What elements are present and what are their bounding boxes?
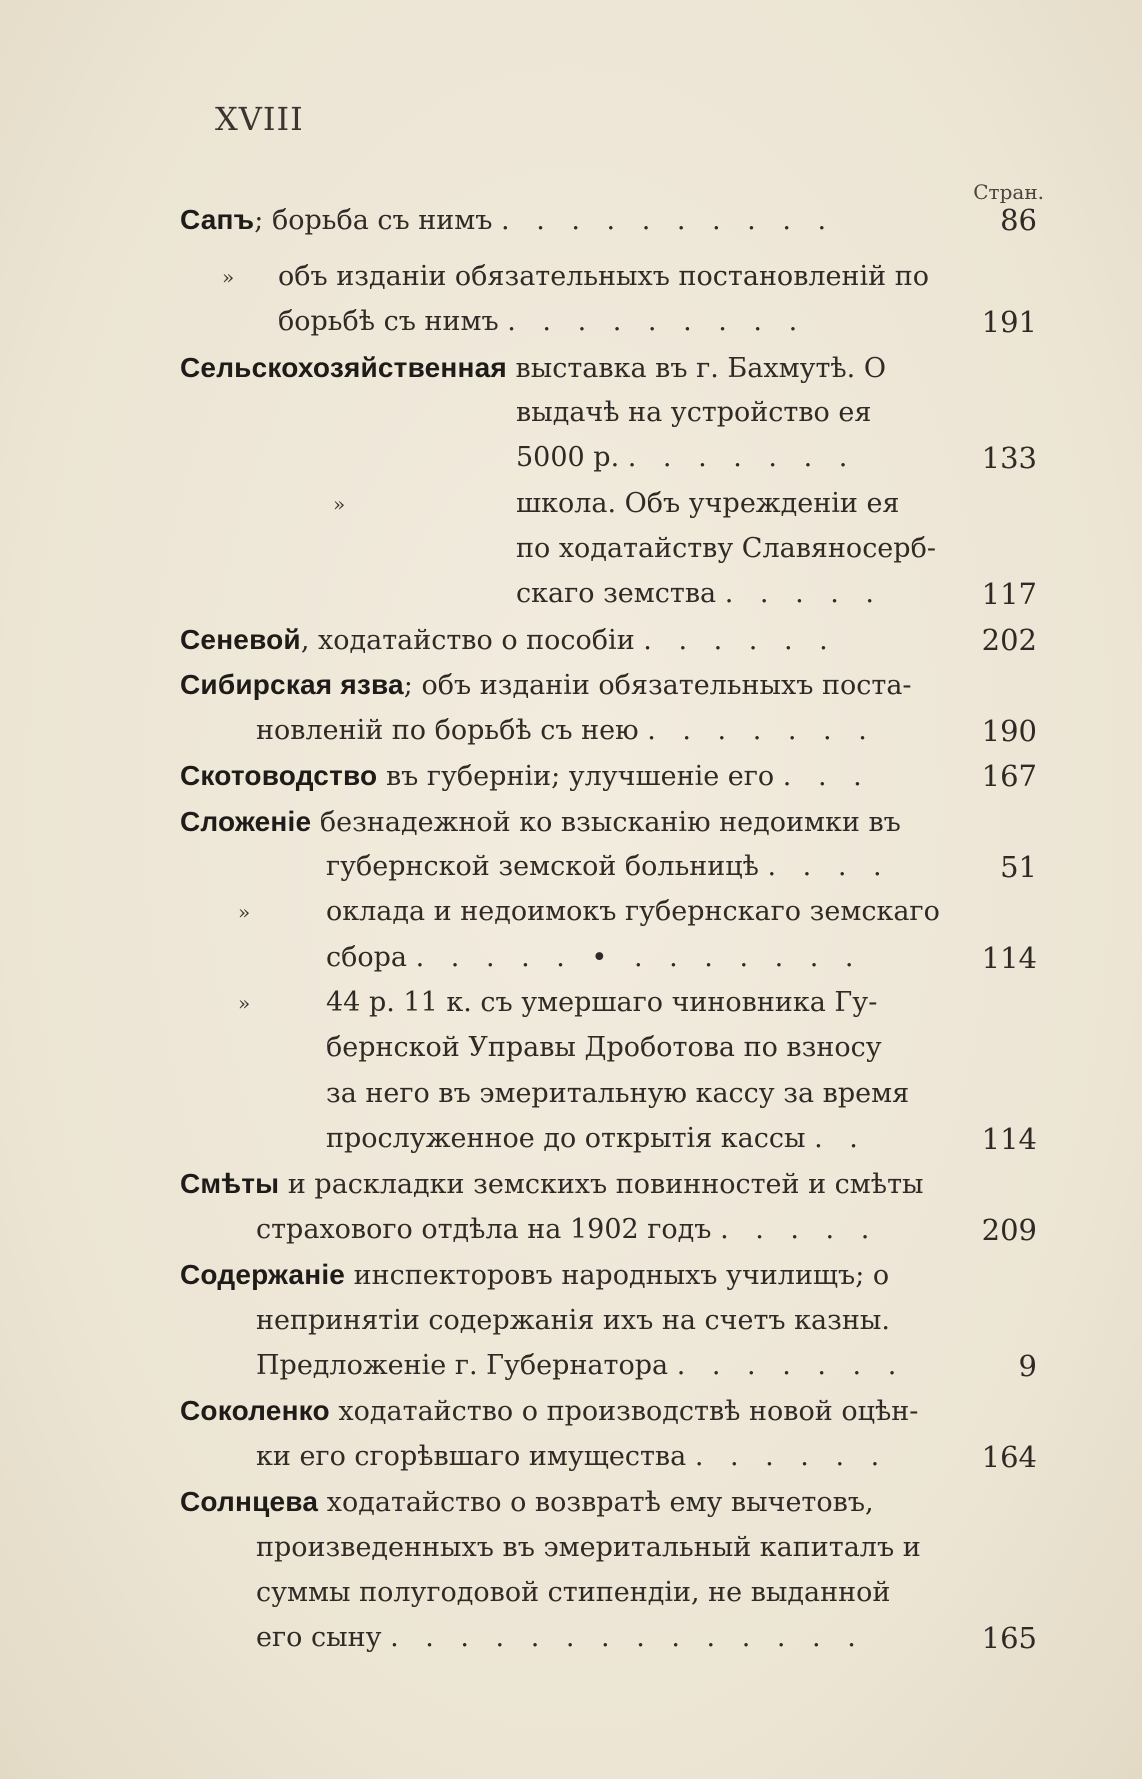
entry-text: сбора <box>326 942 408 973</box>
leader-dots: . . . . . . <box>694 1441 889 1472</box>
page-reference: 117 <box>981 577 1037 611</box>
index-entry-line <box>256 1571 890 1615</box>
index-entry-line <box>256 1344 905 1388</box>
index-entry-line <box>256 1616 865 1660</box>
entry-text: инспекторовъ народныхъ училищъ; о <box>353 1260 890 1291</box>
index-entry-line <box>326 981 877 1025</box>
index-entry-line <box>278 300 806 344</box>
entry-text: въ губерніи; улучшеніе его <box>385 761 775 792</box>
index-entry-line <box>180 1253 889 1297</box>
entry-text: ходатайство о возвратѣ ему вычетовъ, <box>326 1487 874 1518</box>
entry-text: новленій по борьбѣ съ нею <box>256 715 639 746</box>
leader-dots: . . . . . • . . . . . . . <box>415 942 863 973</box>
index-entry-line <box>180 754 871 798</box>
entry-text: ; объ изданіи обязательныхъ поста- <box>403 670 912 701</box>
entry-headword: Сапъ <box>180 204 255 235</box>
ditto-mark: » <box>238 991 251 1015</box>
index-entry-line <box>516 391 871 435</box>
page-reference: 190 <box>981 714 1037 748</box>
ditto-mark: » <box>238 900 251 924</box>
entry-text: страхового отдѣла на 1902 годъ <box>256 1214 712 1245</box>
entry-headword: Смѣты <box>180 1168 280 1199</box>
leader-dots: . . . . . . . <box>627 442 857 473</box>
entry-headword: Сеневой <box>180 624 301 655</box>
index-entry-line <box>326 1117 867 1161</box>
entry-text: выставка въ г. Бахмутѣ. О <box>515 353 886 384</box>
index-entry-line <box>256 1208 878 1252</box>
index-entry-line <box>278 255 928 299</box>
leader-dots: . . . . . . . <box>647 715 876 746</box>
index-entry-line <box>180 1480 874 1524</box>
index-entry-line <box>516 482 899 526</box>
entry-text: 44 р. 11 к. съ умершаго чиновника Гу- <box>326 987 878 1018</box>
page-reference: 167 <box>981 759 1037 793</box>
entry-text: борьбѣ съ нимъ <box>278 306 499 337</box>
index-entry-line <box>326 1072 909 1116</box>
index-entry-line <box>180 1162 924 1206</box>
page-reference: 209 <box>981 1213 1037 1247</box>
entry-text: ; борьба съ нимъ <box>254 205 493 236</box>
page-reference: 164 <box>981 1440 1037 1474</box>
index-entry-line <box>180 346 886 390</box>
index-entry-line <box>180 618 837 662</box>
entry-text: его сыну <box>256 1622 382 1653</box>
page-number: XVIII <box>215 100 304 138</box>
entry-text: произведенныхъ въ эмеритальный капиталъ и <box>256 1532 921 1563</box>
index-entry-line <box>180 198 835 242</box>
page-reference: 9 <box>1018 1349 1037 1383</box>
leader-dots: . . . . . <box>724 578 883 609</box>
entry-headword: Сельскохозяйственная <box>180 352 507 383</box>
index-entry-line <box>180 1389 918 1433</box>
entry-text: ходатайство о производствѣ новой оцѣн- <box>338 1396 919 1427</box>
index-entry-line <box>180 663 912 707</box>
page-reference: 51 <box>1000 850 1037 884</box>
index-entry-line <box>326 845 891 889</box>
leader-dots: . . . . . . . <box>676 1350 906 1381</box>
entry-headword: Сложеніе <box>180 806 312 837</box>
entry-headword: Сибирская язва <box>180 669 404 700</box>
index-entry-line <box>256 1299 890 1343</box>
entry-text: скаго земства <box>516 578 717 609</box>
entry-text: губернской земской больницѣ <box>326 851 759 882</box>
leader-dots: . . . . . . <box>643 625 837 656</box>
page-reference: 114 <box>981 1122 1037 1156</box>
leader-dots: . . . . . . . . . <box>507 306 807 337</box>
leader-dots: . . . . . <box>720 1214 879 1245</box>
index-entry-line <box>326 936 863 980</box>
index-entry-line <box>256 1435 888 1479</box>
entry-headword: Солнцева <box>180 1486 319 1517</box>
entry-text: за него въ эмеритальную кассу за время <box>326 1078 910 1109</box>
leader-dots: . . . . . . . . . . . . . . <box>390 1622 865 1653</box>
entry-text: выдачѣ на устройство ея <box>516 397 872 428</box>
entry-text: и раскладки земскихъ повинностей и смѣты <box>287 1169 924 1200</box>
entry-text: объ изданіи обязательныхъ постановленій по <box>278 261 929 292</box>
entry-headword: Содержаніе <box>180 1259 346 1290</box>
index-entry-line <box>516 572 883 616</box>
entry-headword: Скотоводство <box>180 760 378 791</box>
index-entry-line <box>180 800 901 844</box>
page-reference: 191 <box>981 305 1037 339</box>
entry-text: школа. Объ учрежденіи ея <box>516 488 900 519</box>
page-reference: 86 <box>1000 203 1037 237</box>
ditto-mark: » <box>333 492 346 516</box>
page-reference: 165 <box>981 1621 1037 1655</box>
index-entry-line <box>256 1526 921 1570</box>
page-reference: 202 <box>981 623 1037 657</box>
leader-dots: . . . . <box>767 851 891 882</box>
entry-text: непринятіи содержанія ихъ на счетъ казны. <box>256 1305 890 1336</box>
leader-dots: . . . . . . . . . . <box>501 205 836 236</box>
entry-text: прослуженное до открытія кассы <box>326 1123 806 1154</box>
entry-text: бернской Управы Дроботова по взносу <box>326 1032 882 1063</box>
entry-headword: Соколенко <box>180 1395 330 1426</box>
ditto-mark: » <box>222 265 235 289</box>
entry-text: безнадежной ко взысканію недоимки въ <box>319 807 901 838</box>
entry-text: суммы полугодовой стипендіи, не выданной <box>256 1577 891 1608</box>
page-column-label: Стран. <box>973 180 1044 204</box>
entry-text: ки его сгорѣвшаго имущества <box>256 1441 687 1472</box>
page-reference: 133 <box>981 441 1037 475</box>
page-reference: 114 <box>981 941 1037 975</box>
entry-text: 5000 р. <box>516 442 620 473</box>
entry-text: , ходатайство о пособіи <box>300 625 635 656</box>
index-entry-line <box>516 527 936 571</box>
leader-dots: . . . <box>782 761 871 792</box>
leader-dots: . . <box>814 1123 867 1154</box>
entry-text: Предложеніе г. Губернатора <box>256 1350 669 1381</box>
index-entry-line <box>256 709 876 753</box>
entry-text: по ходатайству Славяносерб- <box>516 533 936 564</box>
entry-text: оклада и недоимокъ губернскаго земскаго <box>326 896 940 927</box>
index-entry-line <box>516 436 856 480</box>
index-entry-line <box>326 890 940 934</box>
index-entry-line <box>326 1026 882 1070</box>
